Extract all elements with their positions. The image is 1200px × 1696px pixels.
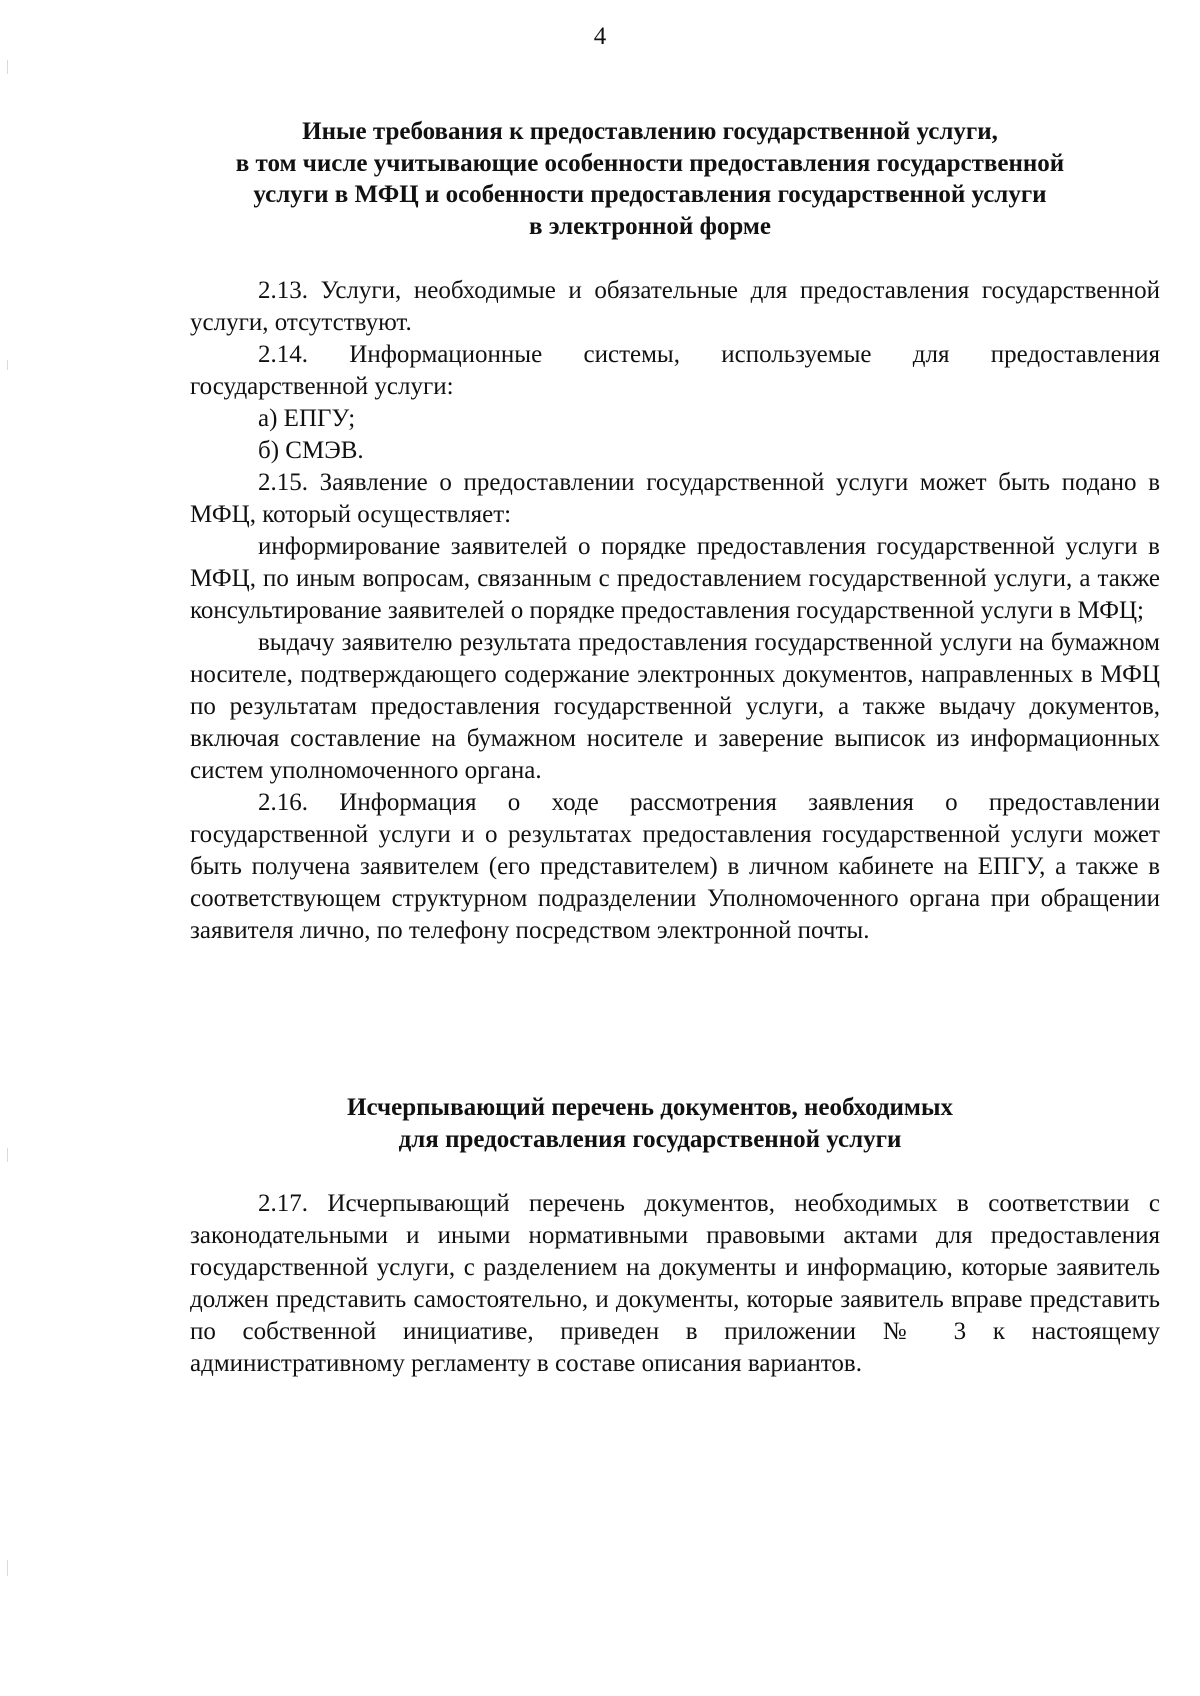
heading-line: в электронной форме	[528, 212, 772, 240]
section-body-documents-list	[190, 1188, 1160, 1380]
paragraph-2-13: 2.13. Услуги, необходимые и обязательные для предоставления государственной услуги, отсутствуют.	[190, 277, 1160, 336]
scan-artifact	[7, 1560, 8, 1576]
section-heading-documents-list	[160, 1092, 1140, 1155]
scan-artifact	[7, 360, 8, 370]
paragraph-mfc-informing: информирование заявителей о порядке предоставления государственной услуги в МФЦ, по иным вопросам, связанным с предоставлением государственной услуги, а также консультирование заявителей о порядке предоставления государственной услуги в МФЦ;	[190, 533, 1160, 624]
paragraph-mfc-issuing: выдачу заявителю результата предоставления государственной услуги на бумажном носителе, подтверждающего содержание электронных документов, направленных в МФЦ по результатам предоставления государственной услуги, а также выдачу документов, включая составление на бумажном носителе и заверение выписок из информационных систем уполномоченного органа.	[190, 629, 1160, 784]
heading-line: услуги в МФЦ и особенности предоставления государственной услуги	[253, 181, 1047, 208]
page-number: 4	[593, 23, 607, 50]
list-item-epgu: а) ЕПГУ;	[258, 405, 356, 432]
scan-artifact	[7, 1148, 8, 1162]
heading-line: в том числе учитывающие особенности предоставления государственной	[235, 149, 1065, 177]
heading-line: для предоставления государственной услуги	[398, 1125, 902, 1153]
paragraph-2-15: 2.15. Заявление о предоставлении государственной услуги может быть подано в МФЦ, который осуществляет:	[190, 469, 1160, 528]
heading-line: Исчерпывающий перечень документов, необходимых	[347, 1094, 953, 1121]
paragraph-2-16: 2.16. Информация о ходе рассмотрения заявления о предоставлении государственной услуги и о результатах предоставления государственной услуги может быть получена заявителем (его представителем) в личном кабинете на ЕПГУ, а также в соответствующем структурном подразделении Уполномоченного органа при обращении заявителя лично, по телефону посредством электронной почты.	[190, 789, 1160, 944]
scan-artifact	[7, 60, 8, 74]
heading-line: Иные требования к предоставлению государственной услуги,	[302, 118, 998, 145]
paragraph-2-14: 2.14. Информационные системы, используемые для предоставления государственной услуги:	[190, 341, 1160, 400]
paragraph-2-17: 2.17. Исчерпывающий перечень документов, необходимых в соответствии с законодательными и иными нормативными правовыми актами для предоставления государственной услуги, с разделением на документы и информацию, которые заявитель должен представить самостоятельно, и документы, которые заявитель вправе представить по собственной инициативе, приведен в приложении № 3 к настоящему административному регламенту в составе описания вариантов.	[190, 1190, 1160, 1377]
section-body-other-requirements	[190, 275, 1160, 947]
list-item-smev: б) СМЭВ.	[258, 437, 364, 464]
section-heading-other-requirements	[160, 116, 1140, 242]
